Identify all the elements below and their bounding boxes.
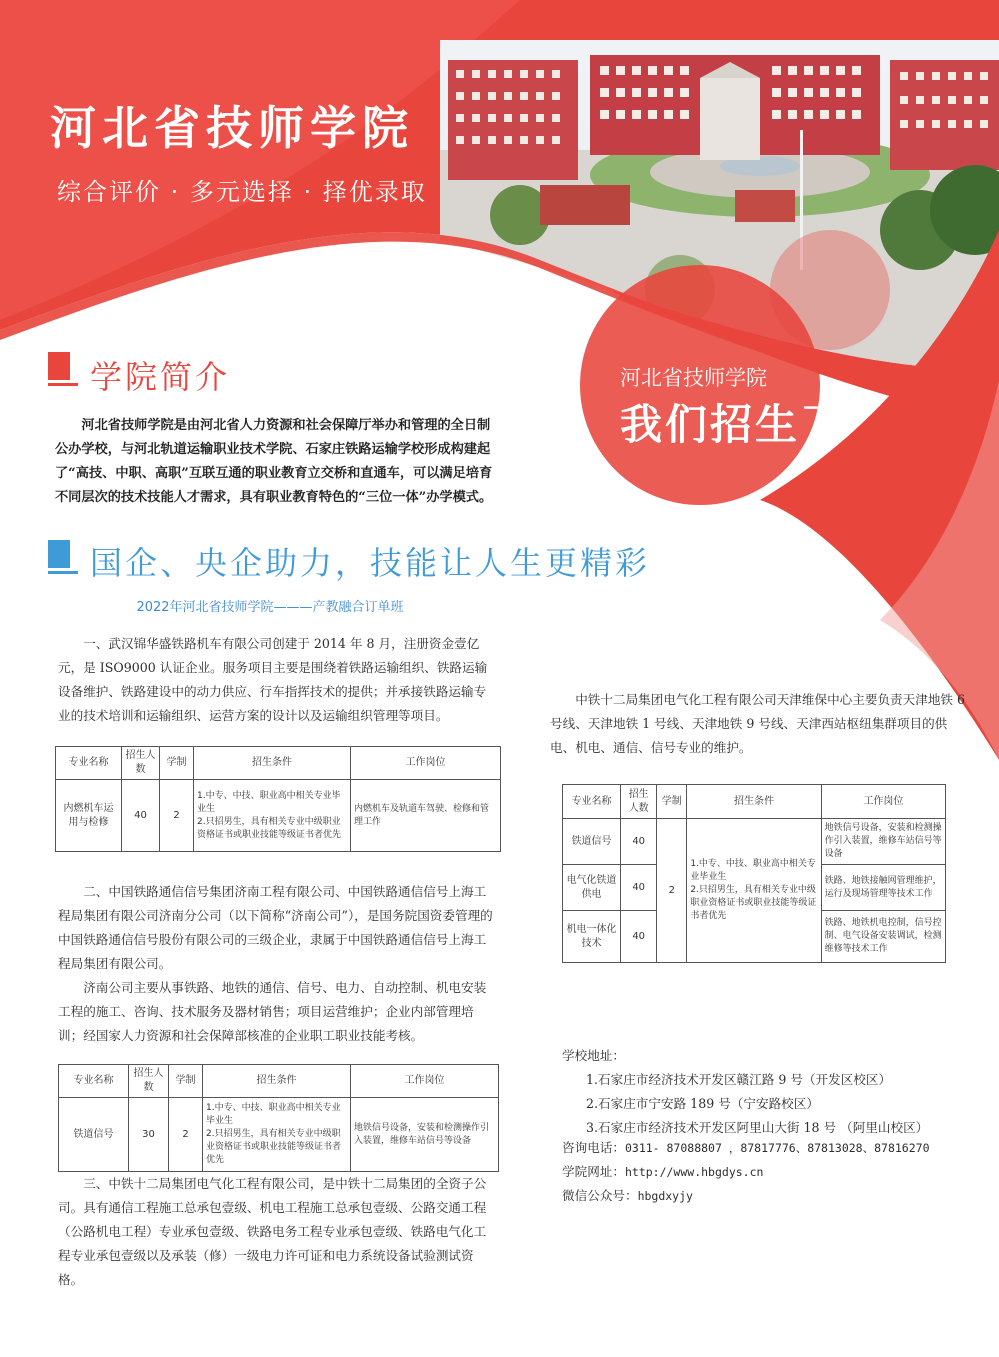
table-row bbox=[563, 819, 946, 865]
phone-label: 咨询电话： bbox=[562, 1140, 625, 1155]
badge-slogan: 我们招生了 bbox=[620, 400, 846, 449]
para-company-2a: 二、中国铁路通信信号集团济南工程有限公司、中国铁路通信信号上海工程局集团有限公司济南分公司（以下简称“济南公司”），是国务院国资委管理的中国铁路通信信号股份有限公司的三级企业，隶属于中国铁路通信信号上海工程局集团有限公司。 bbox=[58, 884, 493, 971]
cell-jobs: 地铁信号设备，安装和检测操作引入装置，维修车站信号等设备 bbox=[821, 819, 945, 865]
cell-count: 40 bbox=[621, 865, 657, 911]
table-1 bbox=[55, 746, 501, 852]
cell-count: 40 bbox=[621, 911, 657, 963]
cell-major: 铁道信号 bbox=[59, 1098, 129, 1172]
cell-years: 2 bbox=[169, 1098, 203, 1172]
th-count: 招生人数 bbox=[129, 1065, 169, 1098]
th-major: 专业名称 bbox=[56, 747, 122, 780]
table-row bbox=[59, 1098, 499, 1172]
cell-major: 电气化铁道供电 bbox=[563, 865, 621, 911]
para-company-2b: 济南公司主要从事铁路、地铁的通信、信号、电力、自动控制、机电安装工程的施工、咨询、技术服务及器材销售；项目运营维护；企业内部管理培训；经国家人力资源和社会保障部核准的企业职工职业技能考核。 bbox=[58, 980, 487, 1043]
para-company-3: 三、中铁十二局集团电气化工程有限公司，是中铁十二局集团的全资子公司。具有通信工程施工总承包壹级、机电工程施工总承包壹级、公路交通工程（公路机电工程）专业承包壹级、铁路电务工程专业承包壹级、铁路电气化工程专业承包壹级以及承装（修）一级电力许可证和电力系统设备试验测试资格。 bbox=[58, 1176, 487, 1287]
th-count: 招生人数 bbox=[122, 747, 160, 780]
website-label: 学院网址： bbox=[562, 1164, 625, 1179]
cell-jobs: 铁路、地铁机电控制，信号控制、电气设备安装调试，检测维修等技术工作 bbox=[821, 911, 945, 963]
enterprise-heading: 国企、央企助力，技能让人生更精彩 bbox=[90, 544, 651, 582]
th-years: 学制 bbox=[657, 785, 687, 819]
th-conditions: 招生条件 bbox=[687, 785, 821, 819]
cell-major: 铁道信号 bbox=[563, 819, 621, 865]
hero-title: 河北省技师学院 bbox=[50, 101, 414, 155]
th-jobs: 工作岗位 bbox=[351, 1065, 499, 1098]
table-row bbox=[56, 780, 501, 852]
table-3 bbox=[562, 784, 946, 963]
cell-conditions: 1.中专、中技、职业高中相关专业毕业生 2.只招男生，具有相关专业中级职业资格证书或职业技能等级证书者优先 bbox=[194, 780, 351, 852]
th-years: 学制 bbox=[169, 1065, 203, 1098]
website-link[interactable]: http://www.hbgdys.cn bbox=[624, 1165, 764, 1179]
cell-major: 内燃机车运用与检修 bbox=[56, 780, 122, 852]
table-2 bbox=[58, 1064, 499, 1172]
cell-jobs: 铁路、地铁接触网管理维护，运行及现场管理等技术工作 bbox=[821, 865, 945, 911]
badge-school-name: 河北省技师学院 bbox=[620, 366, 767, 390]
th-conditions: 招生条件 bbox=[203, 1065, 351, 1098]
address-2: 2.石家庄市宁安路 189 号（宁安路校区） bbox=[586, 1096, 819, 1111]
para-company-1: 一、武汉锦华盛铁路机车有限公司创建于 2014 年 8 月，注册资金壹亿元，是 ISO9000 认证企业。服务项目主要是围绕着铁路运输组织、铁路运输设备维护、铁路建设中的动力供应、行车指挥技术的提供；并承接铁路运输专业的技术培训和运输组织、运营方案的设计以及运输组织管理等项目。 bbox=[58, 636, 488, 723]
th-count: 招生人数 bbox=[621, 785, 657, 819]
cell-count: 30 bbox=[129, 1098, 169, 1172]
hero-subtitle: 综合评价 · 多元选择 · 择优录取 bbox=[57, 178, 427, 206]
th-years: 学制 bbox=[160, 747, 194, 780]
para-company-4: 中铁十二局集团电气化工程有限公司天津维保中心主要负责天津地铁 6 号线、天津地铁 1 号线、天津地铁 9 号线、天津西站枢纽集群项目的供电、机电、通信、信号专业的维护。 bbox=[550, 692, 966, 755]
enterprise-heading-icon bbox=[48, 540, 78, 574]
wechat-label: 微信公众号： bbox=[562, 1188, 638, 1203]
address-3: 3.石家庄市经济技术开发区阿里山大街 18 号 （阿里山校区） bbox=[586, 1120, 929, 1135]
intro-heading-icon bbox=[48, 352, 78, 386]
address-1: 1.石家庄市经济技术开发区赣江路 9 号（开发区校区） bbox=[586, 1072, 892, 1087]
th-jobs: 工作岗位 bbox=[351, 747, 501, 780]
cell-years: 2 bbox=[657, 819, 687, 963]
cell-count: 40 bbox=[122, 780, 160, 852]
wechat-id: hbgdxyjy bbox=[637, 1189, 693, 1203]
phone-line bbox=[562, 1136, 930, 1160]
cell-jobs: 内燃机车及轨道车驾驶、检修和管理工作 bbox=[351, 780, 501, 852]
phone-numbers: 0311- 87088807 ，87817776、87813028、87816270 bbox=[624, 1141, 930, 1155]
cell-count: 40 bbox=[621, 819, 657, 865]
enterprise-subtitle: 2022年河北省技师学院———产教融合订单班 bbox=[136, 600, 404, 615]
website-line bbox=[562, 1160, 763, 1184]
cell-major: 机电一体化技术 bbox=[563, 911, 621, 963]
cell-jobs: 地铁信号设备，安装和检测操作引入装置，维修车站信号等设备 bbox=[351, 1098, 499, 1172]
cell-conditions: 1.中专、中技、职业高中相关专业毕业生 2.只招男生，具有相关专业中级职业资格证书或职业技能等级证书者优先 bbox=[687, 819, 821, 963]
th-conditions: 招生条件 bbox=[194, 747, 351, 780]
th-major: 专业名称 bbox=[563, 785, 621, 819]
cell-conditions: 1.中专、中技、职业高中相关专业毕业生 2.只招男生，具有相关专业中级职业资格证书或职业技能等级证书者优先 bbox=[203, 1098, 351, 1172]
intro-text: 河北省技师学院是由河北省人力资源和社会保障厅举办和管理的全日制公办学校，与河北轨道运输职业技术学院、石家庄铁路运输学校形成构建起了“高技、中职、高职”互联互通的职业教育立交桥和直通车，可以满足培育不同层次的技术技能人才需求，具有职业教育特色的“三位一体”办学模式。 bbox=[55, 418, 493, 505]
wechat-line bbox=[562, 1184, 693, 1208]
cell-years: 2 bbox=[160, 780, 194, 852]
address-label: 学校地址： bbox=[562, 1048, 625, 1063]
th-major: 专业名称 bbox=[59, 1065, 129, 1098]
th-jobs: 工作岗位 bbox=[821, 785, 945, 819]
intro-heading: 学院简介 bbox=[90, 358, 231, 396]
